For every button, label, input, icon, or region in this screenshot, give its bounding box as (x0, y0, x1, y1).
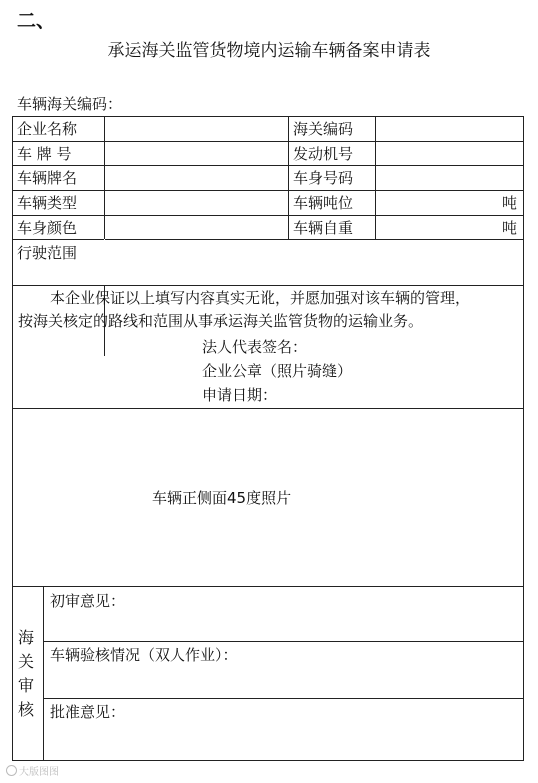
unit-ton: 吨 (502, 219, 518, 237)
curb-weight-field[interactable] (377, 216, 497, 238)
vehicle-tonnage-field[interactable] (377, 192, 497, 214)
customs-code-field[interactable] (377, 118, 523, 140)
company-name-field[interactable] (106, 118, 287, 140)
vehicle-code-label: 车辆海关编码： (17, 95, 123, 113)
customs-review-label (16, 626, 36, 722)
label-plate-number: 车 牌 号 (17, 145, 72, 163)
body-color-field[interactable] (106, 216, 287, 238)
review-char: 核 (17, 700, 34, 719)
unit-ton: 吨 (502, 194, 518, 212)
column-divider (104, 116, 105, 240)
plate-number-field[interactable] (106, 142, 287, 164)
declaration-line-1: 本企业保证以上填写内容真实无讹，并愿加强对该车辆的管理， (50, 289, 471, 307)
watermark-text: 大版图图 (19, 767, 59, 778)
legal-rep-signature-label: 法人代表签名： (202, 338, 308, 356)
vehicle-brand-field[interactable] (106, 167, 287, 189)
label-engine-number: 发动机号 (293, 145, 354, 163)
vehicle-type-field[interactable] (106, 192, 287, 214)
label-company-name: 企业名称 (17, 120, 78, 138)
label-customs-code: 海关编码 (293, 120, 354, 138)
row-divider (43, 698, 524, 699)
declaration-text (18, 287, 524, 333)
column-divider (375, 116, 376, 240)
review-char: 关 (17, 652, 34, 671)
photo-caption: 车辆正侧面45度照片 (152, 489, 292, 507)
row-divider (12, 586, 524, 587)
watermark-icon (6, 765, 17, 776)
declaration-line-2: 按海关核定的路线和范围从事承运海关监管货物的运输业务。 (18, 312, 424, 330)
label-vehicle-type: 车辆类型 (17, 194, 78, 212)
column-divider (288, 116, 289, 240)
inspection-label: 车辆验核情况（双人作业）： (50, 646, 238, 664)
row-divider (12, 239, 524, 240)
row-divider (12, 285, 524, 286)
label-route-range: 行驶范围 (17, 244, 78, 262)
label-vehicle-brand: 车辆牌名 (17, 169, 78, 187)
review-char: 审 (17, 676, 34, 695)
body-number-field[interactable] (377, 167, 497, 189)
label-curb-weight: 车辆自重 (293, 219, 354, 237)
label-vehicle-tonnage: 车辆吨位 (293, 194, 354, 212)
watermark (6, 763, 59, 778)
company-seal-label: 企业公章（照片骑缝） (202, 362, 353, 380)
engine-number-field[interactable] (377, 142, 523, 164)
application-date-label: 申请日期： (202, 386, 278, 404)
label-body-number: 车身号码 (293, 169, 354, 187)
form-title: 承运海关监管货物境内运输车辆备案申请表 (107, 41, 431, 61)
review-char: 海 (17, 628, 34, 647)
label-body-color: 车身颜色 (17, 219, 78, 237)
initial-opinion-label: 初审意见： (50, 592, 126, 610)
approval-label: 批准意见： (50, 703, 126, 721)
row-divider (12, 190, 524, 191)
section-number: 二、 (17, 10, 56, 32)
column-divider (43, 586, 44, 761)
row-divider (43, 641, 524, 642)
route-spacer (104, 239, 105, 285)
route-range-field[interactable] (106, 241, 522, 283)
row-divider (12, 165, 524, 166)
